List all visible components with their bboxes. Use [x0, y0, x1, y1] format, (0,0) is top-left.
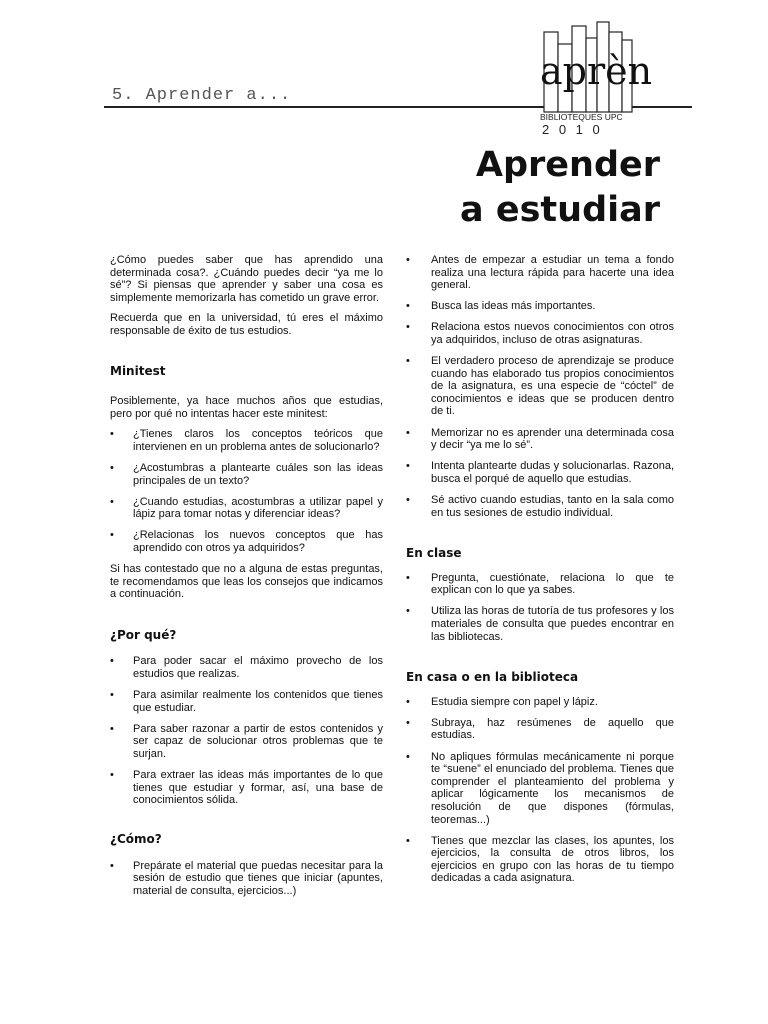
heading-como: ¿Cómo?: [110, 831, 162, 846]
minitest-outro: Si has contestado que no a alguna de estas preguntas, te recomendamos que leas los consejos que indicamos a continuación.: [110, 563, 383, 601]
list-item: • Estudia siempre con papel y lápiz.: [406, 696, 674, 709]
list-item: • Pregunta, cuestiónate, relaciona lo que te explican con lo que ya sabes.: [406, 572, 674, 597]
list-item: • Relaciona estos nuevos conocimientos con otros ya adquiridos, incluso de otras asignaturas.: [406, 321, 674, 346]
list-item: • Busca las ideas más importantes.: [406, 300, 674, 313]
list-item: • ¿Cuando estudias, acostumbras a utilizar papel y lápiz para tomar notas y diferenciar ideas?: [110, 496, 383, 521]
list-item: • Intenta plantearte dudas y solucionarlas. Razona, busca el porqué de aquello que estudias.: [406, 460, 674, 485]
list-item: • ¿Tienes claros los conceptos teóricos que intervienen en un problema antes de solucionarlo?: [110, 428, 383, 453]
intro-paragraph: Recuerda que en la universidad, tú eres el máximo responsable de éxito de tus estudios.: [110, 312, 383, 337]
list-item: • Tienes que mezclar las clases, los apuntes, los ejercicios, la consulta de otros libros, los ejercicios en grupo con las horas de tu tiempo dedicadas a cada asignatura.: [406, 835, 674, 885]
minitest-intro: Posiblemente, ya hace muchos años que estudias, pero por qué no intentas hacer este minitest:: [110, 395, 383, 420]
como-list-continued: [406, 254, 674, 519]
title-line-2: a estudiar: [460, 190, 660, 230]
list-item: • Prepárate el material que puedas necesitar para la sesión de estudio que tienes que iniciar (apuntes, material de consulta, ejercicios...): [110, 860, 383, 898]
list-item: • Para extraer las ideas más importantes de lo que tienes que estudiar y formar, así, una base de conocimientos sólida.: [110, 769, 383, 807]
list-item: • Para saber razonar a partir de estos contenidos y ser capaz de solucionar otros problemas que te surjan.: [110, 723, 383, 761]
list-item: • Antes de empezar a estudiar un tema a fondo realiza una lectura rápida para hacerte una idea general.: [406, 254, 674, 292]
heading-en-casa: En casa o en la biblioteca: [406, 670, 579, 685]
heading-en-clase: En clase: [406, 546, 462, 561]
list-item: • Para asimilar realmente los contenidos que tienes que estudiar.: [110, 689, 383, 714]
left-column: [110, 254, 383, 906]
intro-paragraph: ¿Cómo puedes saber que has aprendido una determinada cosa?. ¿Cuándo puedes decir “ya me lo sé”? Si piensas que aprender y saber una cosa es simplemente memorizarla has cometido un grave error.: [110, 254, 383, 304]
list-item: • Subraya, haz resúmenes de aquello que estudias.: [406, 717, 674, 742]
en-casa-list: [406, 696, 674, 885]
right-column: [406, 254, 674, 893]
list-item: • Memorizar no es aprender una determinada cosa y decir “ya me lo sé”.: [406, 427, 674, 452]
title-line-1: Aprender: [475, 145, 660, 185]
section-label: 5. Aprender a...: [112, 86, 292, 105]
heading-minitest: Minitest: [110, 363, 166, 378]
list-item: • Utiliza las horas de tutoría de tus profesores y los materiales de consulta que puedes encontrar en las bibliotecas.: [406, 605, 674, 643]
como-list: [110, 860, 383, 898]
logo-wordmark: aprèn: [540, 49, 653, 93]
por-que-list: [110, 655, 383, 806]
list-item: • ¿Relacionas los nuevos conceptos que has aprendido con otros ya adquiridos?: [110, 529, 383, 554]
list-item: • No apliques fórmulas mecánicamente ni porque te “suene” el enunciado del problema. Tienes que comprender el planteamiento del problema y aplicar lógicamente los mecanismos de resolución de que dispones (fórmulas, teoremas...): [406, 751, 674, 827]
logo-subtitle: BIBLIOTEQUES UPC: [540, 112, 623, 122]
list-item: • Para poder sacar el máximo provecho de los estudios que realizas.: [110, 655, 383, 680]
apren-logo: [536, 18, 676, 136]
list-item: • El verdadero proceso de aprendizaje se produce cuando has elaborado tus propios conocimientos de la asignatura, es una especie de “cóctel” de conocimientos e ideas que se producen dentro de ti.: [406, 355, 674, 418]
list-item: • ¿Acostumbras a plantearte cuáles son las ideas principales de un texto?: [110, 462, 383, 487]
list-item: • Sé activo cuando estudias, tanto en la sala como en tus sesiones de estudio individual.: [406, 494, 674, 519]
minitest-list: [110, 428, 383, 554]
page-title: [460, 143, 660, 233]
heading-por-que: ¿Por qué?: [110, 627, 177, 642]
en-clase-list: [406, 572, 674, 643]
logo-year: 2 0 1 0: [542, 122, 603, 136]
